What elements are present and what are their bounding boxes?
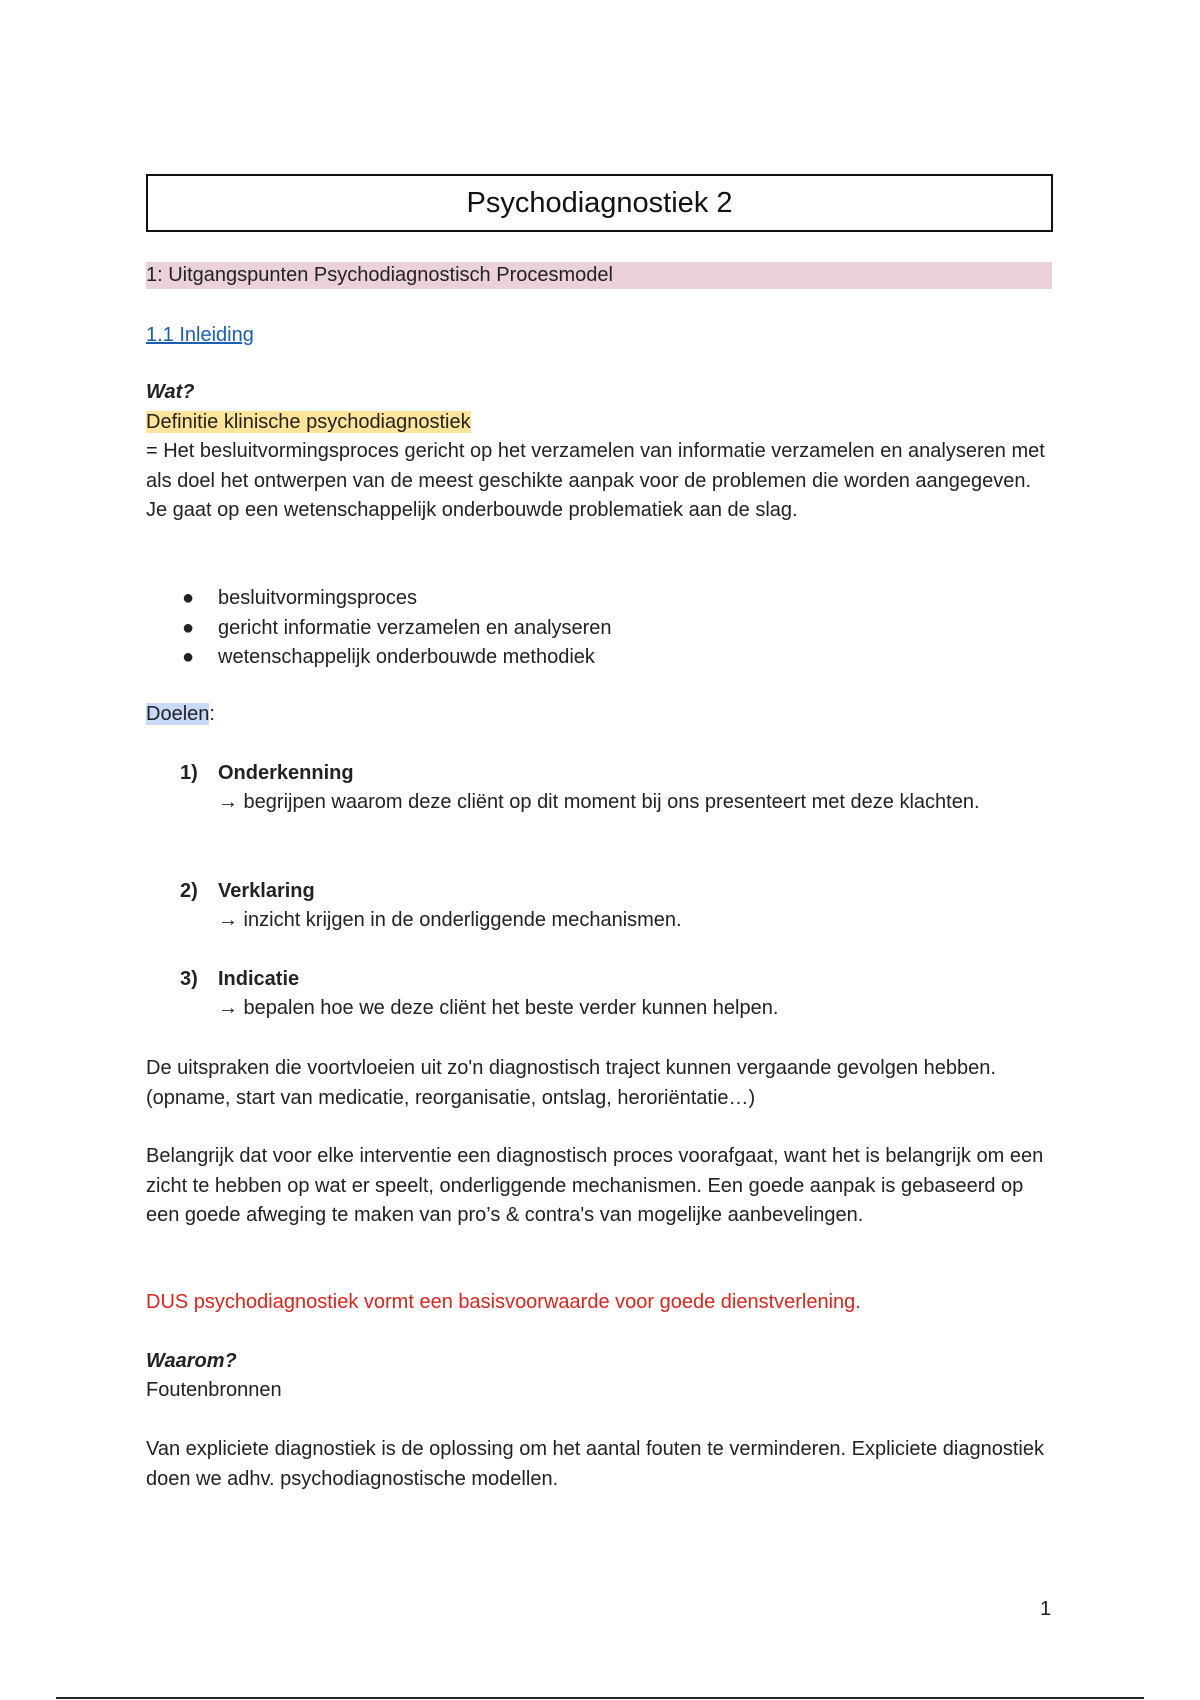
list-item-text: wetenschappelijk onderbouwde methodiek xyxy=(218,646,595,668)
list-item-text: gericht informatie verzamelen en analyseren xyxy=(218,616,612,639)
list-item xyxy=(146,614,1046,644)
page-number: 1 xyxy=(1040,1598,1052,1620)
list-item xyxy=(146,643,1046,673)
goals-colon: : xyxy=(209,703,215,725)
conclusion-text: DUS psychodiagnostiek vormt een basisvoorwaarde voor goede dienstverlening. xyxy=(146,1291,861,1313)
definition-text: = Het besluitvormingsproces gericht op het verzamelen van informatie verzamelen en analyseren met als doel het ontwerpen van de meest geschikte aanpak voor de problemen die worden aangegeven. Je gaat op een wetenschappelijk onderbouwde problematiek aan de slag. xyxy=(146,440,1045,521)
goals-label: Doelen xyxy=(146,703,210,725)
bullet-icon: ● xyxy=(182,587,195,609)
list-item xyxy=(146,584,1046,614)
goal-number: 1) xyxy=(180,762,198,784)
paragraph-consequences: De uitspraken die voortvloeien uit zo'n diagnostisch traject kunnen vergaande gevolgen hebben. (opname, start van medicatie, reorganisatie, ontslag, heroriëntatie…) xyxy=(146,1057,996,1109)
paragraph-explicit: Van expliciete diagnostiek is de oplossing om het aantal fouten te verminderen. Expliciete diagnostiek doen we adhv. psychodiagnostische modellen. xyxy=(146,1438,1044,1490)
paragraph-importance: Belangrijk dat voor elke interventie een diagnostisch proces voorafgaat, want het is belangrijk om een zicht te hebben op wat er speelt, onderliggende mechanismen. Een goede aanpak is gebaseerd op een goede afweging te maken van pro’s & contra's van mogelijke aanbevelingen. xyxy=(146,1145,1044,1226)
footer-divider xyxy=(56,1697,1144,1699)
section-link[interactable]: 1.1 Inleiding xyxy=(146,324,254,346)
waarom-subheading: Foutenbronnen xyxy=(146,1379,282,1401)
wat-heading: Wat? xyxy=(146,381,195,403)
goal-number: 2) xyxy=(180,880,198,902)
definition-label-line xyxy=(146,408,1046,438)
bullet-list xyxy=(146,584,1046,673)
goal-description: → begrijpen waarom deze cliënt op dit moment bij ons presenteert met deze klachten. xyxy=(218,791,980,813)
goal-title: Verklaring xyxy=(218,880,315,902)
section-heading[interactable] xyxy=(146,321,1046,351)
goal-description: → inzicht krijgen in de onderliggende mechanismen. xyxy=(218,909,682,931)
list-item-text: besluitvormingsproces xyxy=(218,587,417,609)
goals-heading xyxy=(146,700,1046,730)
document-title xyxy=(146,174,1053,232)
waarom-heading: Waarom? xyxy=(146,1350,237,1372)
goal-description: → bepalen hoe we deze cliënt het beste verder kunnen helpen. xyxy=(218,997,779,1019)
goal-number: 3) xyxy=(180,968,198,990)
chapter-heading: 1: Uitgangspunten Psychodiagnostisch Procesmodel xyxy=(146,262,1052,289)
bullet-icon: ● xyxy=(182,616,195,639)
goal-title: Onderkenning xyxy=(218,762,354,784)
bullet-icon: ● xyxy=(182,646,195,668)
goal-title: Indicatie xyxy=(218,968,300,990)
definition-label: Definitie klinische psychodiagnostiek xyxy=(146,411,471,433)
document-title-text: Psychodiagnostiek 2 xyxy=(466,186,733,219)
